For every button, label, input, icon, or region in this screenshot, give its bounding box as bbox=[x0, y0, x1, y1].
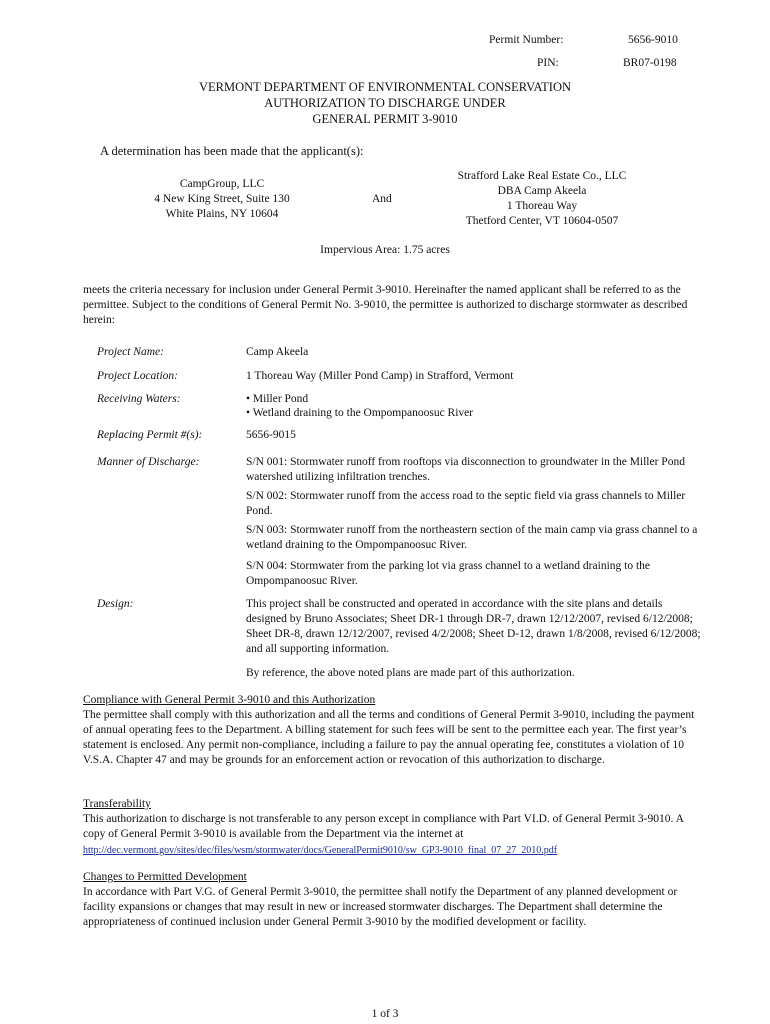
pin-label: PIN: bbox=[537, 57, 559, 69]
applicant-1-address: 4 New King Street, Suite 130 bbox=[154, 193, 290, 205]
pin-value: BR07-0198 bbox=[623, 57, 677, 69]
permit-number-value: 5656-9010 bbox=[628, 34, 678, 46]
discharge-item: S/N 002: Stormwater runoff from the access road to the septic field via grass channels to Miller Pond. bbox=[246, 490, 686, 517]
applicant-2-name: Strafford Lake Real Estate Co., LLC bbox=[457, 170, 627, 182]
changes-heading: Changes to Permitted Development bbox=[83, 871, 247, 883]
applicant-2-address: 1 Thoreau Way bbox=[506, 200, 578, 212]
transferability-body: This authorization to discharge is not transferable to any person except in compliance with Part VI.D. of General Permit 3-9010. A copy of General Permit 3-9010 is available from the Department via the internet at bbox=[83, 813, 684, 840]
discharge-item: S/N 001: Stormwater runoff from rooftops via disconnection to groundwater in the Miller Pond watershed utilizing infiltration trenches. bbox=[246, 456, 685, 483]
compliance-body: The permittee shall comply with this authorization and all the terms and conditions of General Permit 3-9010, including the payment of annual operating fees to the Department. A billing statement for such fees will be sent to the permittee each year. The first year’s statement is enclosed. Any permit non-compliance, including a failure to pay the annual operating fee, constitutes a violation of 10 V.S.A. Chapter 47 and may be grounds for an enforcement action or revocation of this authorization to discharge. bbox=[83, 709, 695, 766]
applicant-2-dba: DBA Camp Akeela bbox=[497, 185, 587, 197]
title-line-3: GENERAL PERMIT 3-9010 bbox=[312, 112, 458, 126]
applicant-1-city: White Plains, NY 10604 bbox=[165, 208, 279, 220]
applicant-1-name: CampGroup, LLC bbox=[179, 178, 265, 190]
replacing-permit-label: Replacing Permit #(s): bbox=[97, 429, 203, 441]
and-text: And bbox=[372, 193, 392, 205]
receiving-waters-label: Receiving Waters: bbox=[97, 393, 181, 405]
permit-number-label: Permit Number: bbox=[489, 34, 564, 46]
discharge-item: S/N 004: Stormwater from the parking lot via grass channel to a wetland draining to the Ompompanoosuc River. bbox=[246, 560, 651, 587]
receiving-water-item: • Wetland draining to the Ompompanoosuc River bbox=[246, 407, 474, 419]
transferability-heading: Transferability bbox=[83, 798, 151, 810]
page-number: 1 of 3 bbox=[371, 1008, 399, 1020]
project-name-label: Project Name: bbox=[97, 346, 164, 358]
manner-of-discharge-label: Manner of Discharge: bbox=[97, 456, 200, 468]
criteria-paragraph: meets the criteria necessary for inclusion under General Permit 3-9010. Hereinafter the named applicant shall be referred to as the permittee. Subject to the conditions of General Permit No. 3-9010, the permittee is authorized to discharge stormwater as described herein: bbox=[83, 284, 688, 326]
changes-body: In accordance with Part V.G. of General Permit 3-9010, the permittee shall notify the Department of any planned development or facility expansions or changes that may result in new or increased stormwater discharges. The Department shall determine the appropriateness of continued inclusion under General Permit 3-9010 by the modified development or facility. bbox=[83, 886, 678, 928]
determination-text: A determination has been made that the applicant(s): bbox=[100, 144, 364, 158]
design-value: This project shall be constructed and operated in accordance with the site plans and details designed by Bruno Associates; Sheet DR-1 through DR-7, drawn 12/12/2007, revised 6/12/2008; Sheet DR-8, drawn 12/12/2007, revised 4/2/2008; Sheet D-12, drawn 1/8/2008, revised 6/12/2008; and all supporting information. bbox=[246, 598, 701, 655]
title-line-1: VERMONT DEPARTMENT OF ENVIRONMENTAL CONSERVATION bbox=[198, 80, 572, 94]
receiving-water-item: • Miller Pond bbox=[246, 393, 309, 405]
by-reference-text: By reference, the above noted plans are made part of this authorization. bbox=[246, 667, 575, 679]
discharge-item: S/N 003: Stormwater runoff from the northeastern section of the main camp via grass channel to a wetland draining to the Ompompanoosuc River. bbox=[246, 524, 698, 551]
project-name-value: Camp Akeela bbox=[246, 346, 309, 358]
general-permit-link[interactable]: http://dec.vermont.gov/sites/dec/files/wsm/stormwater/docs/GeneralPermit9010/sw_GP3-9010_final_07_27_2010.pdf bbox=[83, 845, 558, 856]
design-label: Design: bbox=[97, 598, 134, 610]
title-line-2: AUTHORIZATION TO DISCHARGE UNDER bbox=[264, 96, 506, 110]
compliance-heading: Compliance with General Permit 3-9010 and this Authorization bbox=[83, 694, 376, 706]
project-location-value: 1 Thoreau Way (Miller Pond Camp) in Strafford, Vermont bbox=[246, 370, 514, 382]
applicant-2-city: Thetford Center, VT 10604-0507 bbox=[465, 215, 619, 227]
project-location-label: Project Location: bbox=[97, 370, 179, 382]
replacing-permit-value: 5656-9015 bbox=[246, 429, 296, 441]
impervious-area: Impervious Area: 1.75 acres bbox=[320, 244, 450, 256]
